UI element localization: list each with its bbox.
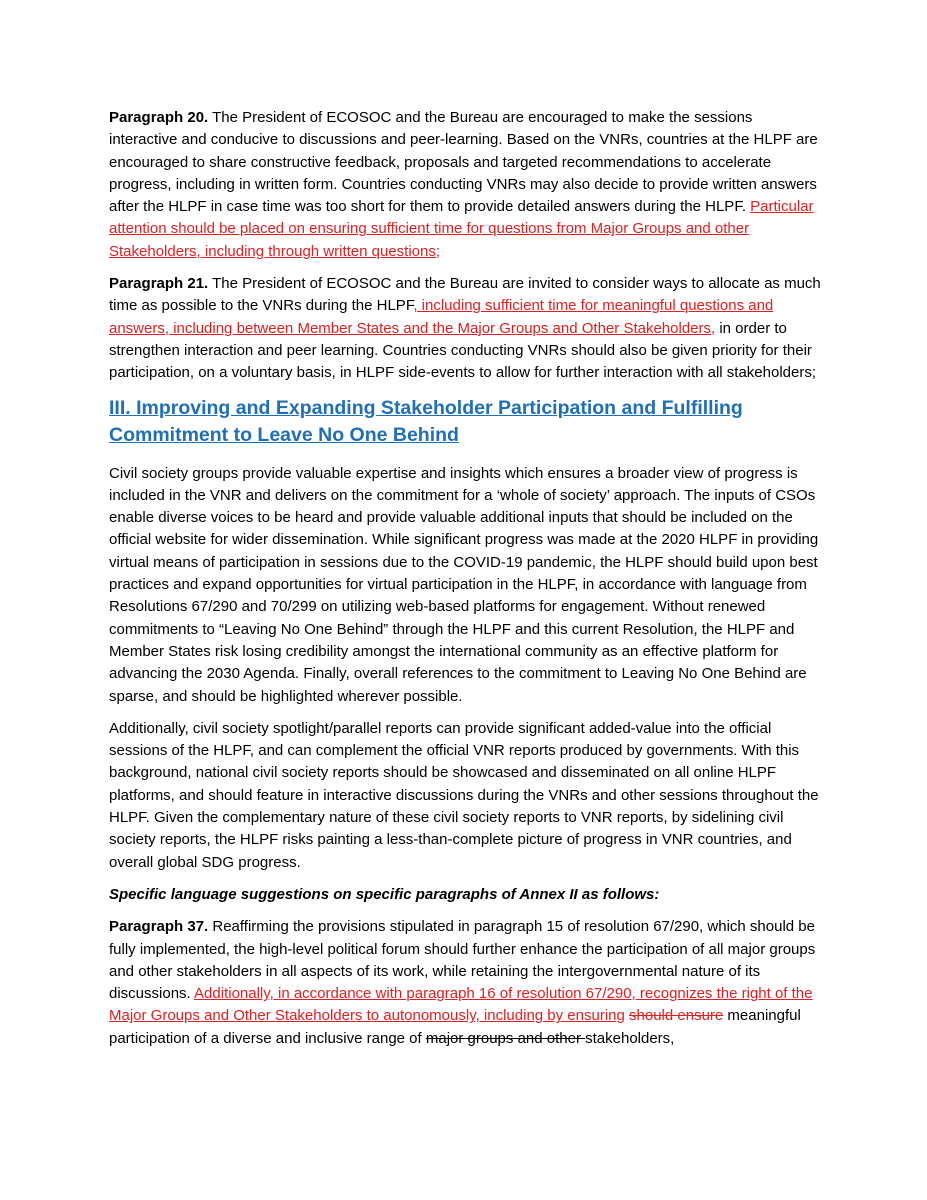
paragraph-21-text-1: The President of ECOSOC and the Bureau are invited to consider ways to allocate as much time as possible to the VNRs during the HLPF bbox=[109, 275, 821, 315]
body-paragraph-2: Additionally, civil society spotlight/parallel reports can provide significant added-value into the official sessions of the HLPF, and can complement the official VNR reports produced by governments. With this background, national civil society reports should be showcased and disseminated on all online HLPF platforms, and should feature in interactive discussions during the VNRs and other sessions throughout the HLPF. Given the complementary nature of these civil society reports to VNR reports, by sidelining civil society reports, the HLPF risks painting a less-than-complete picture of progress in VNR countries, and overall global SDG progress. bbox=[109, 719, 819, 871]
paragraph-21-insertion: , including sufficient time for meaningful questions and answers, including between Member States and the Major Groups and Other Stakeholders, bbox=[109, 297, 774, 337]
paragraph-21-label: Paragraph 21. bbox=[109, 275, 209, 293]
paragraph-21-text-2: in order to strengthen interaction and peer learning. Countries conducting VNRs should also be given priority for their participation, on a voluntary basis, in HLPF side-events to allow for further interaction with all stakeholders; bbox=[109, 319, 817, 382]
paragraph-20 bbox=[109, 107, 822, 263]
paragraph-20-text: The President of ECOSOC and the Bureau are encouraged to make the sessions interactive and conducive to discussions and peer-learning. Based on the VNRs, countries at the HLPF are encouraged to share constructive feedback, proposals and targeted recommendations to accelerate progress, including in written form. Countries conducting VNRs may also decide to provide written answers after the HLPF in case time was too short for them to provide detailed answers during the HLPF. bbox=[109, 109, 818, 216]
section-heading: III. Improving and Expanding Stakeholder Participation and Fulfilling Commitment to Leave No One Behind bbox=[109, 396, 743, 446]
paragraph-37-insertion: Additionally, in accordance with paragraph 16 of resolution 67/290, recognizes the right of the Major Groups and Other Stakeholders to autonomously, including by ensuring bbox=[109, 985, 813, 1025]
paragraph-20-insertion: Particular attention should be placed on ensuring sufficient time for questions from Major Groups and other Stakeholders, including through written questions; bbox=[109, 198, 814, 260]
paragraph-37-deletion: major groups and other bbox=[425, 1029, 586, 1047]
paragraph-37-text-3: stakeholders, bbox=[585, 1029, 675, 1047]
paragraph-20-label: Paragraph 20. bbox=[109, 109, 209, 126]
paragraph-37-deletion-red: should ensure bbox=[629, 1007, 724, 1025]
body-paragraph-1: Civil society groups provide valuable expertise and insights which ensures a broader view of progress is included in the VNR and delivers on the commitment for a ‘whole of society’ approach. The inputs of CSOs enable diverse voices to be heard and provide valuable additional inputs that should be included on the official website for wider dissemination. While significant progress was made at the 2020 HLPF in providing virtual means of participation in sessions due to the COVID-19 pandemic, the HLPF should build upon best practices and expand opportunities for virtual participation in the HLPF, in accordance with language from Resolutions 67/290 and 70/299 on utilizing web-based platforms for engagement. Without renewed commitments to “Leaving No One Behind” through the HLPF and this current Resolution, the HLPF and Member States risk losing credibility amongst the international community as an effective platform for advancing the 2030 Agenda. Finally, overall references to the commitment to Leaving No One Behind are sparse, and should be highlighted wherever possible. bbox=[109, 464, 819, 705]
paragraph-37-text-2: meaningful participation of a diverse and inclusive range of bbox=[109, 1007, 801, 1047]
paragraph-37-text-1: Reaffirming the provisions stipulated in paragraph 15 of resolution 67/290, which should be fully implemented, the high-level political forum should further enhance the participation of all major groups and other stakeholders in all aspects of its work, while retaining the intergovernmental nature of its discussions. bbox=[109, 918, 816, 1003]
paragraph-37-label: Paragraph 37. bbox=[109, 918, 209, 936]
suggestions-heading: Specific language suggestions on specific paragraphs of Annex II as follows: bbox=[109, 885, 660, 903]
paragraph-37 bbox=[109, 916, 822, 1050]
paragraph-21 bbox=[109, 273, 822, 384]
